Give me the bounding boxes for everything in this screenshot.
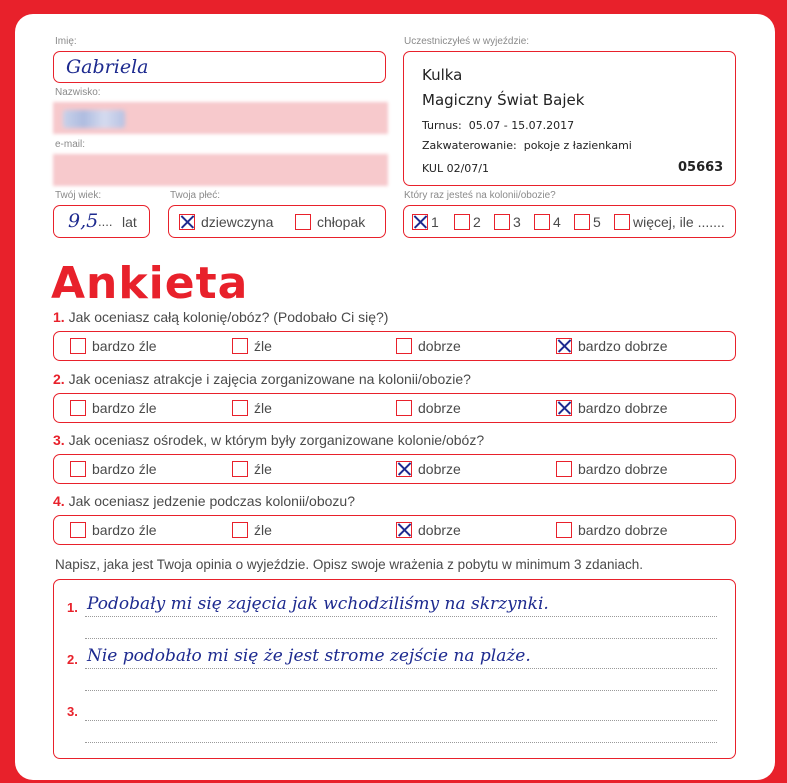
answer-label: źle [254,522,272,538]
times-option-4[interactable] [534,206,561,237]
camp-label: Uczestniczyłeś w wyjeździe: [404,36,530,47]
answer-option[interactable] [232,455,272,483]
answer-option[interactable] [556,455,668,483]
checkbox-times-2[interactable] [454,214,470,230]
times-option-label: 3 [513,213,521,230]
question-3 [53,432,484,448]
answer-label: bardzo dobrze [578,461,668,477]
times-label: Który raz jesteś na kolonii/obozie? [404,190,556,201]
answer-label: bardzo źle [92,461,157,477]
answer-checkbox[interactable] [232,400,248,416]
opinion-line-number: 1. [67,600,78,615]
dotted-rule [85,638,717,639]
camp-lodging: Zakwaterowanie: pokoje z łazienkami [422,139,632,152]
answer-checkbox[interactable] [396,400,412,416]
answer-row-2 [53,393,736,423]
times-option-label: 1 [431,213,439,230]
answer-option[interactable] [232,332,272,360]
dotted-rule [85,690,717,691]
camp-program: Magiczny Świat Bajek [422,91,585,109]
answer-option[interactable] [396,516,461,544]
opinion-line-text[interactable]: Nie podobało mi się że jest strome zejście na plaże. [87,646,531,666]
answer-label: bardzo źle [92,522,157,538]
answer-option[interactable] [70,332,157,360]
times-option-5[interactable] [574,206,601,237]
camp-code: KUL 02/07/1 [422,162,489,175]
answer-label: dobrze [418,338,461,354]
question-1 [53,309,388,325]
name-field[interactable] [53,51,386,83]
question-number: 3. [53,432,65,448]
opinion-line-text[interactable]: Podobały mi się zajęcia jak wchodziliśmy na skrzynki. [87,594,549,614]
age-value: 9,5 [68,210,99,232]
question-4 [53,493,355,509]
age-label: Twój wiek: [55,190,102,201]
dotted-rule [85,668,717,669]
times-option-label: 5 [593,213,601,230]
answer-option[interactable] [232,516,272,544]
camp-name: Kulka [422,66,463,84]
email-label: e-mail: [55,139,86,150]
answer-option[interactable] [556,332,668,360]
answer-option[interactable] [556,394,668,422]
answer-label: bardzo źle [92,338,157,354]
question-text: Jak oceniasz atrakcje i zajęcia zorganizowane na kolonii/obozie? [68,371,471,387]
answer-label: bardzo dobrze [578,338,668,354]
question-text: Jak oceniasz jedzenie podczas kolonii/obozu? [68,493,355,509]
answer-row-4 [53,515,736,545]
survey-title: Ankieta [51,258,249,309]
answer-label: źle [254,461,272,477]
answer-option[interactable] [556,516,668,544]
opinion-line-number: 2. [67,652,78,667]
gender-boy-label: chłopak [317,213,366,230]
times-option-label: 2 [473,213,481,230]
answer-row-1 [53,331,736,361]
survey-sheet [15,14,775,780]
answer-option[interactable] [396,455,461,483]
answer-checkbox[interactable] [70,338,86,354]
checkbox-times-1[interactable] [412,214,428,230]
answer-checkbox[interactable] [556,338,572,354]
answer-checkbox[interactable] [556,461,572,477]
answer-label: bardzo dobrze [578,522,668,538]
answer-option[interactable] [70,394,157,422]
answer-checkbox[interactable] [232,522,248,538]
answer-option[interactable] [396,332,461,360]
dotted-rule [85,720,717,721]
answer-checkbox[interactable] [232,461,248,477]
email-field-redacted [53,154,388,186]
checkbox-times-5[interactable] [574,214,590,230]
gender-group [168,205,386,238]
answer-option[interactable] [396,394,461,422]
gender-girl-label: dziewczyna [201,213,274,230]
answer-checkbox[interactable] [556,522,572,538]
answer-checkbox[interactable] [556,400,572,416]
answer-label: dobrze [418,522,461,538]
camp-box [403,51,736,186]
surname-label: Nazwisko: [55,87,101,98]
dotted-rule [85,742,717,743]
answer-row-3 [53,454,736,484]
answer-label: źle [254,338,272,354]
answer-checkbox[interactable] [70,522,86,538]
dotted-rule [85,616,717,617]
answer-checkbox[interactable] [396,522,412,538]
answer-checkbox[interactable] [70,400,86,416]
answer-label: źle [254,400,272,416]
name-value: Gabriela [66,56,149,78]
answer-checkbox[interactable] [396,338,412,354]
checkbox-times-3[interactable] [494,214,510,230]
answer-label: dobrze [418,400,461,416]
times-option-label: 4 [553,213,561,230]
checkbox-times-6[interactable] [614,214,630,230]
times-option-2[interactable] [454,206,481,237]
question-number: 4. [53,493,65,509]
camp-turnus: Turnus: 05.07 - 15.07.2017 [422,119,575,132]
answer-option[interactable] [70,516,157,544]
gender-option-boy[interactable] [295,206,365,237]
gender-option-girl[interactable] [179,206,273,237]
checkbox-girl[interactable] [179,214,195,230]
times-group [403,205,736,238]
answer-option[interactable] [232,394,272,422]
answer-checkbox[interactable] [70,461,86,477]
question-number: 2. [53,371,65,387]
opinion-line-number: 3. [67,704,78,719]
gender-label: Twoja płeć: [170,190,221,201]
answer-checkbox[interactable] [396,461,412,477]
times-option-6[interactable] [614,206,725,237]
times-option-label: więcej, ile ....... [633,213,725,230]
answer-checkbox[interactable] [232,338,248,354]
answer-label: bardzo źle [92,400,157,416]
answer-label: bardzo dobrze [578,400,668,416]
checkbox-times-4[interactable] [534,214,550,230]
name-label: Imię: [55,36,77,47]
question-number: 1. [53,309,65,325]
answer-option[interactable] [70,455,157,483]
question-text: Jak oceniasz całą kolonię/obóz? (Podobało Ci się?) [68,309,389,325]
age-field[interactable] [53,205,150,238]
camp-number: 05663 [678,160,724,175]
checkbox-boy[interactable] [295,214,311,230]
question-text: Jak oceniasz ośrodek, w którym były zorganizowane kolonie/obóz? [68,432,485,448]
opinion-prompt: Napisz, jaka jest Twoja opinia o wyjeździe. Opisz swoje wrażenia z pobytu w minimum 3 zdaniach. [55,557,644,572]
age-unit: lat [122,214,137,230]
answer-label: dobrze [418,461,461,477]
surname-redacted [63,110,125,128]
question-2 [53,371,471,387]
age-dots: .... [98,214,113,229]
times-option-1[interactable] [412,206,439,237]
times-option-3[interactable] [494,206,521,237]
